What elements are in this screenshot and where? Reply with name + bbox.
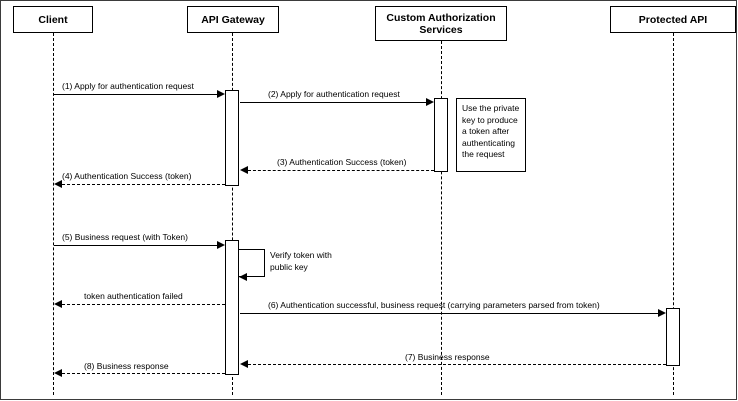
lifeline-head-api-gateway-label: API Gateway — [201, 13, 265, 26]
message-arrow-6 — [54, 300, 62, 308]
message-line-5 — [54, 245, 219, 246]
message-line-4 — [62, 184, 225, 185]
lifeline-head-api-gateway[interactable] — [187, 6, 279, 33]
note-verify-token — [266, 250, 338, 286]
message-line-9 — [62, 373, 225, 374]
message-label-5: (5) Business request (with Token) — [62, 232, 188, 242]
message-line-6 — [62, 304, 225, 305]
message-line-2 — [240, 102, 428, 103]
note-private-key — [456, 98, 526, 172]
message-arrow-7 — [658, 309, 666, 317]
message-arrow-5 — [217, 241, 225, 249]
message-arrow-2 — [426, 98, 434, 106]
message-label-2: (2) Apply for authentication request — [268, 89, 400, 99]
message-arrow-9 — [54, 369, 62, 377]
message-label-6: token authentication failed — [84, 291, 183, 301]
message-line-7 — [240, 313, 660, 314]
message-label-3: (3) Authentication Success (token) — [277, 157, 407, 167]
lifeline-head-client-label: Client — [38, 13, 68, 26]
lifeline-head-protected-api-label: Protected API — [638, 13, 708, 26]
lifeline-head-custom-authorization-services[interactable] — [375, 6, 507, 41]
activation-api-gateway-business — [225, 240, 239, 375]
message-label-1: (1) Apply for authentication request — [62, 81, 194, 91]
message-arrow-8 — [240, 360, 248, 368]
message-label-7: (6) Authentication successful, business request (carrying parameters parsed from token) — [268, 300, 600, 310]
lifeline-client — [53, 33, 54, 395]
message-arrow-4 — [54, 180, 62, 188]
lifeline-head-client[interactable] — [13, 6, 93, 33]
message-line-8 — [248, 364, 666, 365]
activation-api-gateway-auth — [225, 90, 239, 186]
note-private-key-text: Use the private key to produce a token after authenticating the request — [462, 103, 520, 159]
self-message-verify-token-arrow — [239, 273, 247, 281]
activation-protected-api — [666, 308, 680, 366]
message-label-4: (4) Authentication Success (token) — [62, 171, 192, 181]
note-verify-token-text: Verify token with public key — [270, 250, 332, 272]
message-arrow-1 — [217, 90, 225, 98]
lifeline-custom-authorization-services — [441, 41, 442, 395]
lifeline-head-custom-authorization-services-label: Custom Authorization Services — [386, 11, 496, 36]
lifeline-head-protected-api[interactable] — [610, 6, 736, 33]
message-label-8: (7) Business response — [405, 352, 490, 362]
message-arrow-3 — [240, 166, 248, 174]
message-label-9: (8) Business response — [84, 361, 169, 371]
activation-custom-auth-service — [434, 98, 448, 172]
message-line-3 — [248, 170, 434, 171]
message-line-1 — [54, 94, 219, 95]
